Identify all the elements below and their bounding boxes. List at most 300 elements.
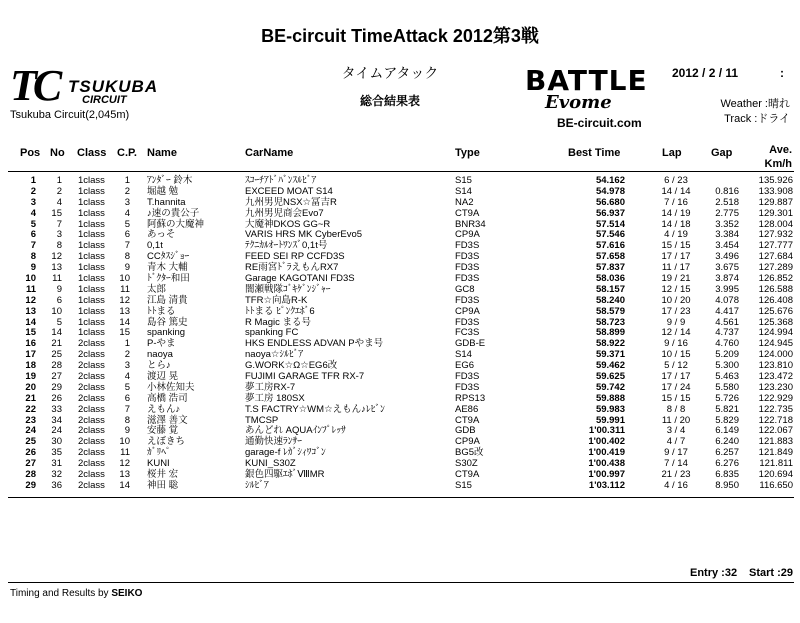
cell-pos: 4 <box>30 207 36 219</box>
table-bottom-divider <box>8 497 794 498</box>
cell-best: 57.837 <box>595 262 625 274</box>
cell-lap: 4 / 16 <box>664 479 688 491</box>
cell-best: 58.036 <box>595 273 625 285</box>
cell-name: えぼきち <box>147 436 186 448</box>
cell-lap: 7 / 14 <box>664 458 688 470</box>
cell-best: 59.888 <box>595 392 625 404</box>
cell-name: 渡辺 晃 <box>147 371 179 383</box>
cell-lap: 9 / 17 <box>664 447 688 459</box>
header-type: Type <box>455 147 480 159</box>
cell-best: 1'03.112 <box>588 479 625 491</box>
cell-type: CP9A <box>455 436 480 448</box>
cell-name: CCﾀｽｼﾞｮｰ <box>147 251 190 263</box>
cell-car: 夢工房RX-7 <box>245 381 296 393</box>
cell-type: FD3S <box>455 240 480 252</box>
cell-name: 神田 聡 <box>147 479 179 491</box>
cell-ave: 127.777 <box>758 240 793 252</box>
cell-no: 35 <box>51 447 62 459</box>
cell-no: 2 <box>56 185 62 197</box>
battle-logo-url: BE-circuit.com <box>557 116 642 130</box>
cell-type: BNR34 <box>455 218 486 230</box>
cell-best: 58.723 <box>595 316 625 328</box>
cell-no: 6 <box>56 294 62 306</box>
cell-cls: 2class <box>78 414 105 426</box>
cell-pos: 29 <box>25 479 36 491</box>
cell-ave: 121.849 <box>758 447 793 459</box>
cell-gap: 6.835 <box>715 469 739 481</box>
cell-ave: 123.810 <box>758 360 793 372</box>
cell-type: CT9A <box>455 414 480 426</box>
logo-mark: TC <box>10 61 59 110</box>
cell-name: P-やま <box>147 338 176 350</box>
header-average <box>755 143 792 171</box>
cell-gap: 4.417 <box>715 305 739 317</box>
cell-pos: 3 <box>30 196 36 208</box>
cell-cp: 11 <box>120 283 130 295</box>
cell-cls: 2class <box>78 425 105 437</box>
cell-gap: 3.454 <box>715 240 739 252</box>
cell-lap: 4 / 7 <box>666 436 686 448</box>
cell-type: S15 <box>455 175 472 186</box>
cell-ave: 124.945 <box>758 338 793 350</box>
header-lap: Lap <box>662 147 682 159</box>
cell-type: RPS13 <box>455 392 486 404</box>
cell-cls: 2class <box>78 447 105 459</box>
cell-best: 56.680 <box>595 196 625 208</box>
cell-cp: 6 <box>124 229 130 241</box>
cell-best: 1'00.402 <box>588 436 625 448</box>
cell-ave: 125.368 <box>758 316 793 328</box>
cell-pos: 24 <box>25 425 36 437</box>
cell-gap: 3.675 <box>715 262 739 274</box>
cell-lap: 15 / 15 <box>661 240 691 252</box>
cell-lap: 12 / 15 <box>661 283 691 295</box>
battle-evome-logo <box>523 64 661 132</box>
cell-gap: 4.760 <box>715 338 739 350</box>
cell-type: AE86 <box>455 403 479 415</box>
cell-ave: 126.588 <box>758 283 793 295</box>
cell-cls: 1class <box>78 283 105 295</box>
cell-name: 太郎 <box>147 283 167 295</box>
header-ave: Ave. <box>769 144 792 156</box>
cell-cp: 7 <box>124 403 130 415</box>
cell-no: 15 <box>51 207 62 219</box>
cell-cp: 12 <box>119 458 130 470</box>
cell-ave: 126.408 <box>758 294 793 306</box>
cell-type: GC8 <box>455 283 475 295</box>
cell-ave: 121.883 <box>758 436 793 448</box>
cell-type: NA2 <box>455 196 474 208</box>
cell-no: 32 <box>51 469 62 481</box>
cell-car: 九州男児商会Evo7 <box>245 207 324 219</box>
subtitle-time-attack: タイムアタック <box>341 65 439 81</box>
cell-ave: 124.994 <box>758 327 793 339</box>
cell-ave: 121.811 <box>759 458 793 470</box>
cell-no: 24 <box>51 425 62 437</box>
cell-car: TFR☆向島R-K <box>245 294 308 306</box>
cell-gap: 5.829 <box>715 414 739 426</box>
cell-lap: 14 / 19 <box>661 207 691 219</box>
cell-ave: 129.887 <box>758 196 793 208</box>
cell-ave: 122.735 <box>758 403 793 415</box>
cell-car: naoya☆ｼﾙﾋﾞｱ <box>245 349 304 361</box>
cell-ave: 129.301 <box>758 207 793 219</box>
weather-info: Weather :晴れ <box>720 98 790 110</box>
cell-type: GDB <box>455 425 476 437</box>
cell-no: 29 <box>51 381 62 393</box>
cell-car: 銀色四駆ｴﾎﾞⅧMR <box>245 469 325 481</box>
cell-name: 高橋 浩司 <box>147 392 188 404</box>
cell-best: 1'00.438 <box>588 458 625 470</box>
cell-car: KUNI_S30Z <box>245 458 296 470</box>
cell-pos: 28 <box>25 469 36 481</box>
cell-car: FEED SEI RP CCFD3S <box>245 251 345 263</box>
cell-cls: 1class <box>78 305 105 317</box>
cell-pos: 22 <box>25 403 36 415</box>
cell-no: 34 <box>51 414 62 426</box>
cell-best: 54.162 <box>595 175 625 186</box>
header-gap: Gap <box>711 147 733 159</box>
cell-pos: 27 <box>25 458 36 470</box>
cell-best: 1'00.997 <box>588 469 625 481</box>
cell-cp: 14 <box>119 316 130 328</box>
cell-no: 13 <box>51 262 62 274</box>
page-title: BE-circuit TimeAttack 2012第3戦 <box>261 26 539 46</box>
cell-cls: 1class <box>78 207 105 219</box>
cell-cp: 9 <box>124 425 130 437</box>
cell-no: 27 <box>51 371 62 383</box>
cell-car: garage-f ﾚｶﾞｼｨﾜｺﾞﾝ <box>245 447 326 459</box>
cell-lap: 14 / 18 <box>661 218 691 230</box>
cell-gap: 5.209 <box>715 349 739 361</box>
cell-ave: 116.650 <box>759 479 793 491</box>
cell-ave: 122.718 <box>758 414 793 426</box>
cell-gap: 2.518 <box>715 196 739 208</box>
cell-lap: 17 / 17 <box>661 251 691 263</box>
cell-pos: 23 <box>25 414 36 426</box>
cell-type: FD3S <box>455 251 480 263</box>
battle-logo-line1: BATTLE <box>525 64 648 97</box>
cell-cls: 1class <box>78 273 105 285</box>
cell-car: ｽｺｰﾁｱﾄﾞﾊﾞﾝｽﾙﾋﾞｱ <box>245 175 317 186</box>
cell-lap: 9 / 16 <box>664 338 688 350</box>
cell-pos: 12 <box>25 294 36 306</box>
cell-no: 5 <box>56 316 62 328</box>
entry-count: Entry :32 <box>690 567 738 579</box>
cell-car: VARIS HRS MK CyberEvo5 <box>245 229 363 241</box>
cell-cls: 2class <box>78 338 105 350</box>
cell-ave: 135.926 <box>758 175 793 186</box>
cell-name: えもん♪ <box>147 403 181 415</box>
cell-ave: 125.676 <box>758 305 793 317</box>
cell-gap: 4.737 <box>715 327 739 339</box>
cell-lap: 10 / 15 <box>661 349 691 361</box>
cell-cp: 1 <box>124 175 130 186</box>
cell-cls: 2class <box>78 403 105 415</box>
cell-lap: 8 / 8 <box>666 403 686 415</box>
cell-name: 島谷 篤史 <box>147 316 188 328</box>
cell-cls: 1class <box>78 229 105 241</box>
footer-brand: SEIKO <box>111 588 143 599</box>
cell-name: あっそ <box>147 229 176 241</box>
cell-type: S30Z <box>455 458 478 470</box>
cell-gap: 3.995 <box>715 283 739 295</box>
cell-best: 1'00.419 <box>588 447 625 459</box>
cell-gap: 3.384 <box>715 229 739 241</box>
cell-cp: 13 <box>119 305 130 317</box>
cell-cls: 2class <box>78 392 105 404</box>
cell-car: 闇瀬戦隊ｺﾞｷｹﾞﾝｼﾞｬｰ <box>245 283 331 295</box>
cell-pos: 8 <box>30 251 36 263</box>
cell-gap: 4.561 <box>715 316 739 328</box>
cell-pos: 9 <box>30 262 36 274</box>
cell-best: 57.616 <box>595 240 625 252</box>
cell-car: 夢工房 180SX <box>245 392 305 404</box>
cell-gap: 5.821 <box>715 403 739 415</box>
logo-line2: CIRCUIT <box>82 94 127 106</box>
cell-cp: 9 <box>124 262 130 274</box>
cell-type: FD3S <box>455 294 480 306</box>
cell-car: あんどれ AQUAｲﾝﾌﾟﾚｯｻ <box>245 425 346 437</box>
cell-cp: 3 <box>124 360 130 372</box>
cell-no: 31 <box>51 458 62 470</box>
cell-car: ﾄﾄまる ﾋﾟﾝｸｴﾎﾞ6 <box>245 305 315 317</box>
cell-no: 9 <box>56 283 62 295</box>
cell-name: とら♪ <box>147 360 171 372</box>
cell-cp: 2 <box>124 349 130 361</box>
cell-cls: 1class <box>78 240 105 252</box>
cell-lap: 19 / 21 <box>661 273 691 285</box>
cell-type: BG5改 <box>455 447 484 459</box>
cell-best: 56.937 <box>595 207 625 219</box>
cell-lap: 10 / 20 <box>661 294 691 306</box>
cell-type: FC3S <box>455 327 480 339</box>
cell-cls: 2class <box>78 458 105 470</box>
cell-ave: 133.908 <box>758 185 793 197</box>
cell-pos: 15 <box>25 327 36 339</box>
cell-best: 57.546 <box>595 229 625 241</box>
cell-cls: 2class <box>78 479 105 491</box>
subtitle-overall-results: 総合結果表 <box>359 94 420 108</box>
cell-no: 8 <box>56 240 62 252</box>
cell-cls: 2class <box>78 360 105 372</box>
cell-pos: 10 <box>25 273 36 285</box>
cell-car: 九州男児NSX☆冨吉R <box>245 196 337 208</box>
header-carname: CarName <box>245 147 294 159</box>
cell-pos: 2 <box>30 185 36 197</box>
footer-text: Timing and Results by <box>10 588 109 599</box>
cell-car: 大魔神DKOS GG~R <box>245 218 331 230</box>
cell-cp: 8 <box>124 251 130 263</box>
cell-cls: 1class <box>78 218 105 230</box>
cell-gap: 6.276 <box>715 458 739 470</box>
cell-cp: 6 <box>124 392 130 404</box>
cell-best: 59.462 <box>595 360 625 372</box>
cell-gap: 0.816 <box>715 185 739 197</box>
cell-no: 12 <box>51 251 62 263</box>
cell-car: ｼﾙﾋﾞｱ <box>245 479 269 491</box>
cell-type: CT9A <box>455 207 480 219</box>
cell-pos: 26 <box>25 447 36 459</box>
cell-lap: 17 / 23 <box>661 305 691 317</box>
cell-best: 59.742 <box>595 381 625 393</box>
cell-lap: 4 / 19 <box>664 229 688 241</box>
header-pos: Pos <box>20 147 41 159</box>
cell-no: 11 <box>52 273 62 285</box>
cell-type: S14 <box>455 185 472 197</box>
cell-cp: 10 <box>119 436 130 448</box>
event-date: 2012 / 2 / 11 <box>672 66 739 80</box>
cell-lap: 11 / 17 <box>661 262 691 274</box>
header-no: No <box>50 147 65 159</box>
cell-gap: 5.300 <box>715 360 739 372</box>
start-count: Start :29 <box>749 567 794 579</box>
cell-pos: 13 <box>25 305 36 317</box>
cell-car: FUJIMI GARAGE TFR RX-7 <box>245 371 365 383</box>
cell-car: TMCSP <box>245 414 279 426</box>
cell-cp: 8 <box>124 414 130 426</box>
cell-name: ﾄﾞｸﾀｰ和田 <box>147 273 190 285</box>
cell-type: FD3S <box>455 371 480 383</box>
cell-car: EXCEED MOAT S14 <box>245 185 333 197</box>
cell-best: 58.157 <box>595 283 625 295</box>
cell-cp: 2 <box>124 185 130 197</box>
cell-type: CP9A <box>455 229 480 241</box>
cell-gap: 5.463 <box>715 371 739 383</box>
cell-ave: 122.929 <box>758 392 793 404</box>
cell-best: 57.658 <box>595 251 625 263</box>
cell-no: 25 <box>51 349 62 361</box>
cell-cp: 5 <box>124 218 130 230</box>
header-best-time: Best Time <box>568 147 621 159</box>
cell-lap: 14 / 14 <box>661 185 691 197</box>
cell-lap: 15 / 15 <box>661 392 691 404</box>
cell-gap: 4.078 <box>715 294 739 306</box>
cell-cp: 7 <box>124 240 130 252</box>
cell-no: 14 <box>51 327 62 339</box>
cell-car: HKS ENDLESS ADVAN Pやま号 <box>245 338 384 350</box>
header-kmh: Km/h <box>764 158 792 170</box>
cell-name: 堀越 勉 <box>147 185 179 197</box>
cell-name: spanking <box>147 327 186 339</box>
cell-lap: 6 / 23 <box>664 175 688 186</box>
cell-best: 57.514 <box>595 218 625 230</box>
cell-no: 1 <box>56 175 62 186</box>
track-info: Track :ドライ <box>724 113 790 125</box>
cell-name: ﾄﾄまる <box>147 305 176 317</box>
cell-no: 26 <box>51 392 62 404</box>
cell-ave: 127.932 <box>758 229 793 241</box>
cell-cls: 2class <box>78 469 105 481</box>
cell-car: R Magic まる号 <box>245 316 311 328</box>
cell-gap: 6.257 <box>715 447 739 459</box>
cell-ave: 122.067 <box>758 425 793 437</box>
cell-type: FD3S <box>455 273 480 285</box>
cell-pos: 18 <box>25 360 36 372</box>
cell-cls: 2class <box>78 436 105 448</box>
cell-ave: 126.852 <box>758 273 793 285</box>
cell-pos: 21 <box>25 392 36 404</box>
cell-car: RE雨宮ﾄﾞﾗえもんRX7 <box>245 262 339 274</box>
cell-cls: 2class <box>78 349 105 361</box>
cell-pos: 17 <box>25 349 36 361</box>
cell-cls: 1class <box>78 262 105 274</box>
cell-gap: 6.149 <box>715 425 739 437</box>
cell-type: FD3S <box>455 316 480 328</box>
cell-best: 58.579 <box>595 305 625 317</box>
cell-no: 3 <box>56 229 62 241</box>
cell-pos: 16 <box>25 338 36 350</box>
cell-type: EG6 <box>455 360 475 372</box>
header-cp: C.P. <box>117 147 137 159</box>
cell-name: KUNI <box>147 458 170 470</box>
cell-cls: 1class <box>78 251 105 263</box>
time-separator: : <box>780 66 784 80</box>
cell-ave: 123.230 <box>758 381 793 393</box>
header-name: Name <box>147 147 177 159</box>
cell-name: 阿蘇の大魔神 <box>147 218 205 230</box>
cell-gap: 3.874 <box>715 273 739 285</box>
cell-type: FD3S <box>455 262 480 274</box>
cell-lap: 3 / 4 <box>666 425 686 437</box>
cell-name: 0,1t <box>147 240 163 252</box>
cell-cls: 2class <box>78 371 105 383</box>
battle-logo-line2: Evome <box>545 92 612 113</box>
circuit-name: Tsukuba Circuit(2,045m) <box>10 109 130 121</box>
cell-best: 59.983 <box>595 403 625 415</box>
cell-cp: 3 <box>124 196 130 208</box>
cell-cp: 1 <box>124 338 130 350</box>
cell-name: ｶﾞﾘﾍﾟ <box>147 447 171 459</box>
cell-cls: 1class <box>78 196 105 208</box>
cell-best: 59.991 <box>595 414 625 426</box>
cell-no: 28 <box>51 360 62 372</box>
cell-lap: 11 / 20 <box>661 414 691 426</box>
cell-name: 安藤 覚 <box>147 425 179 437</box>
logo-line1: TSUKUBA <box>68 77 159 96</box>
cell-car: T.S FACTRY☆WM☆えもん♪ﾚﾋﾞﾝ <box>245 403 385 415</box>
cell-lap: 21 / 23 <box>661 469 691 481</box>
cell-name: 滋澤 善文 <box>147 414 188 426</box>
cell-best: 59.371 <box>595 349 625 361</box>
cell-pos: 1 <box>30 175 36 186</box>
cell-no: 21 <box>51 338 62 350</box>
cell-pos: 25 <box>25 436 36 448</box>
cell-cp: 14 <box>119 479 130 491</box>
cell-name: T.hannita <box>147 196 186 208</box>
cell-name: 江島 清貴 <box>147 294 188 306</box>
cell-best: 54.978 <box>595 185 625 197</box>
cell-name: ｱﾝﾀﾞｰ 鈴木 <box>147 175 193 186</box>
cell-gap: 5.580 <box>715 381 739 393</box>
results-table <box>0 176 800 492</box>
cell-ave: 120.694 <box>758 469 793 481</box>
result-row <box>0 307 800 318</box>
cell-best: 59.625 <box>595 371 625 383</box>
cell-cp: 5 <box>124 381 130 393</box>
cell-best: 58.240 <box>595 294 625 306</box>
cell-lap: 9 / 9 <box>666 316 686 328</box>
cell-name: 青木 大輔 <box>147 262 188 274</box>
cell-no: 10 <box>51 305 62 317</box>
cell-cp: 12 <box>119 294 130 306</box>
cell-gap: 5.726 <box>715 392 739 404</box>
cell-cls: 1class <box>78 316 105 328</box>
cell-ave: 127.684 <box>758 251 793 263</box>
cell-cp: 15 <box>119 327 130 339</box>
cell-lap: 17 / 24 <box>661 381 691 393</box>
cell-pos: 19 <box>25 371 36 383</box>
